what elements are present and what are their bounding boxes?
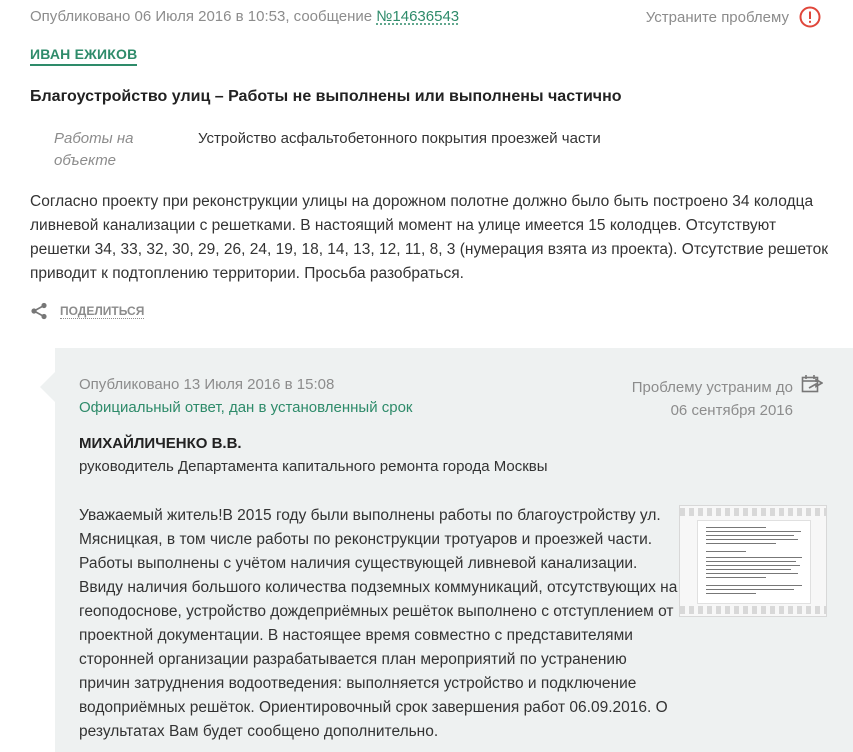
film-edge-bottom (680, 606, 826, 614)
answer-text: Уважаемый житель!В 2015 году были выполнены работы по благоустройству ул. Мясницкая, в том числе работы по реконструкции тротуаров и проезжей части. Работы выполнены с учётом наличия существующей ливневой канализации. Ввиду наличия большого количества подземных коммуникаций, отсутствующих на геоподоснове, устройство дождеприёмных решёток выполнено с отступлением от проектной документации. В настоящее время совместно с представителями сторонней организации разрабатывается план мероприятий по устранению причин затруднения водоотведения: выполняется устройство и подключение водоприёмных решёток. Ориентировочный срок завершения работ 06.09.2016. О результатах Вам будет сообщено дополнительно. (79, 507, 678, 740)
report-problem-button[interactable] (646, 6, 821, 28)
share-icon (30, 302, 48, 320)
alert-circle-icon (799, 6, 821, 28)
film-edge-top (680, 508, 826, 516)
post-body: Согласно проекту при реконструкции улицы на дорожном полотне должно было быть построено 34 колодца ливневой канализации с решетками. В настоящий момент на улице имеется 15 колодцев. Отсутствуют решетки 34, 33, 32, 30, 29, 26, 24, 19, 18, 14, 13, 12, 11, 8, 3 (нумерация взята из проекта). Отсутствие решеток приводит к подтоплению территории. Просьба разобраться. (30, 193, 828, 282)
object-label: Работы на объекте (54, 130, 134, 169)
answer-status: Официальный ответ, дан в установленный срок (79, 399, 413, 416)
answer-deadline (632, 376, 793, 422)
message-number-link[interactable]: №14636543 (376, 8, 460, 25)
published-date: Опубликовано 06 Июля 2016 в 10:53, сообщение (30, 8, 373, 25)
responder-position: руководитель Департамента капитального ремонта города Москвы (79, 458, 548, 475)
document-thumbnail[interactable] (679, 505, 827, 617)
answer-pointer (40, 372, 55, 402)
document-page-preview (697, 520, 811, 604)
post-meta (30, 8, 459, 25)
post-title: Благоустройство улиц – Работы не выполнены или выполнены частично (30, 88, 622, 105)
answer-published-date: Опубликовано 13 Июля 2016 в 15:08 (79, 376, 335, 393)
share-label[interactable]: ПОДЕЛИТЬСЯ (60, 303, 145, 318)
official-answer (55, 348, 853, 752)
responder-name: МИХАЙЛИЧЕНКО В.В. (79, 435, 242, 452)
object-value: Устройство асфальтобетонного покрытия проезжей части (198, 130, 601, 147)
deadline-label: Проблему устраним до (631, 379, 793, 396)
calendar-arrow-icon[interactable] (801, 374, 823, 394)
report-problem-label: Устраните проблему (645, 8, 789, 26)
share-button[interactable] (30, 302, 144, 320)
deadline-date: 06 сентября 2016 (670, 402, 793, 419)
author-name[interactable]: ИВАН ЕЖИКОВ (30, 46, 137, 66)
